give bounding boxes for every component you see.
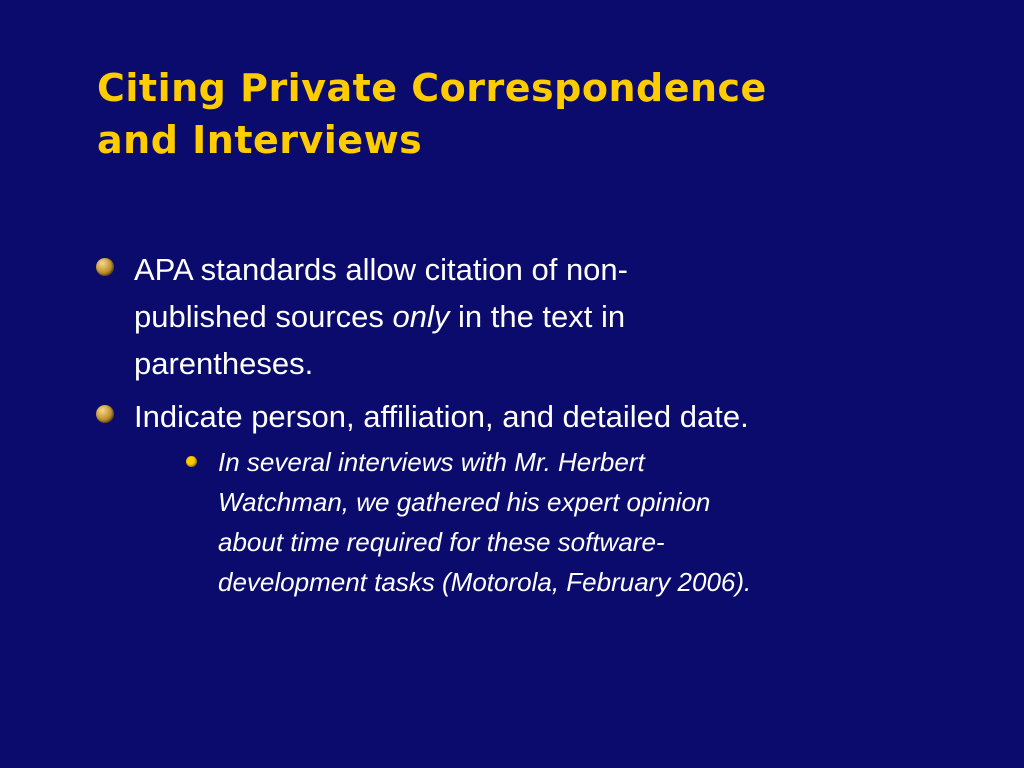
sub-bullet-line: development tasks (Motorola, February 2006). (218, 567, 752, 597)
sub-bullet-line: Watchman, we gathered his expert opinion (218, 487, 711, 517)
bullet-line: APA standards allow citation of non- (134, 252, 628, 287)
bullet-apa-standards (96, 246, 956, 387)
bullet-text: in the text in (449, 299, 626, 334)
bullet-line (134, 293, 956, 340)
bullet-line: Indicate person, affiliation, and detailed date. (134, 399, 749, 434)
sub-bullet-line: In several interviews with Mr. Herbert (218, 447, 645, 477)
bullet-list (96, 246, 956, 608)
bullet-text: published sources (134, 299, 393, 334)
title-line-1: Citing Private Correspondence (97, 66, 767, 110)
bullet-marker-icon (96, 405, 114, 423)
slide-title (97, 62, 997, 166)
sub-bullet-example (134, 442, 956, 602)
bullet-marker-icon (96, 258, 114, 276)
sub-bullet-line: about time required for these software- (218, 527, 665, 557)
bullet-line: parentheses. (134, 346, 314, 381)
bullet-indicate-person (96, 393, 956, 602)
sub-bullet-dot-icon (186, 456, 197, 467)
emphasis-text: only (392, 299, 450, 334)
title-line-2: and Interviews (97, 118, 423, 162)
